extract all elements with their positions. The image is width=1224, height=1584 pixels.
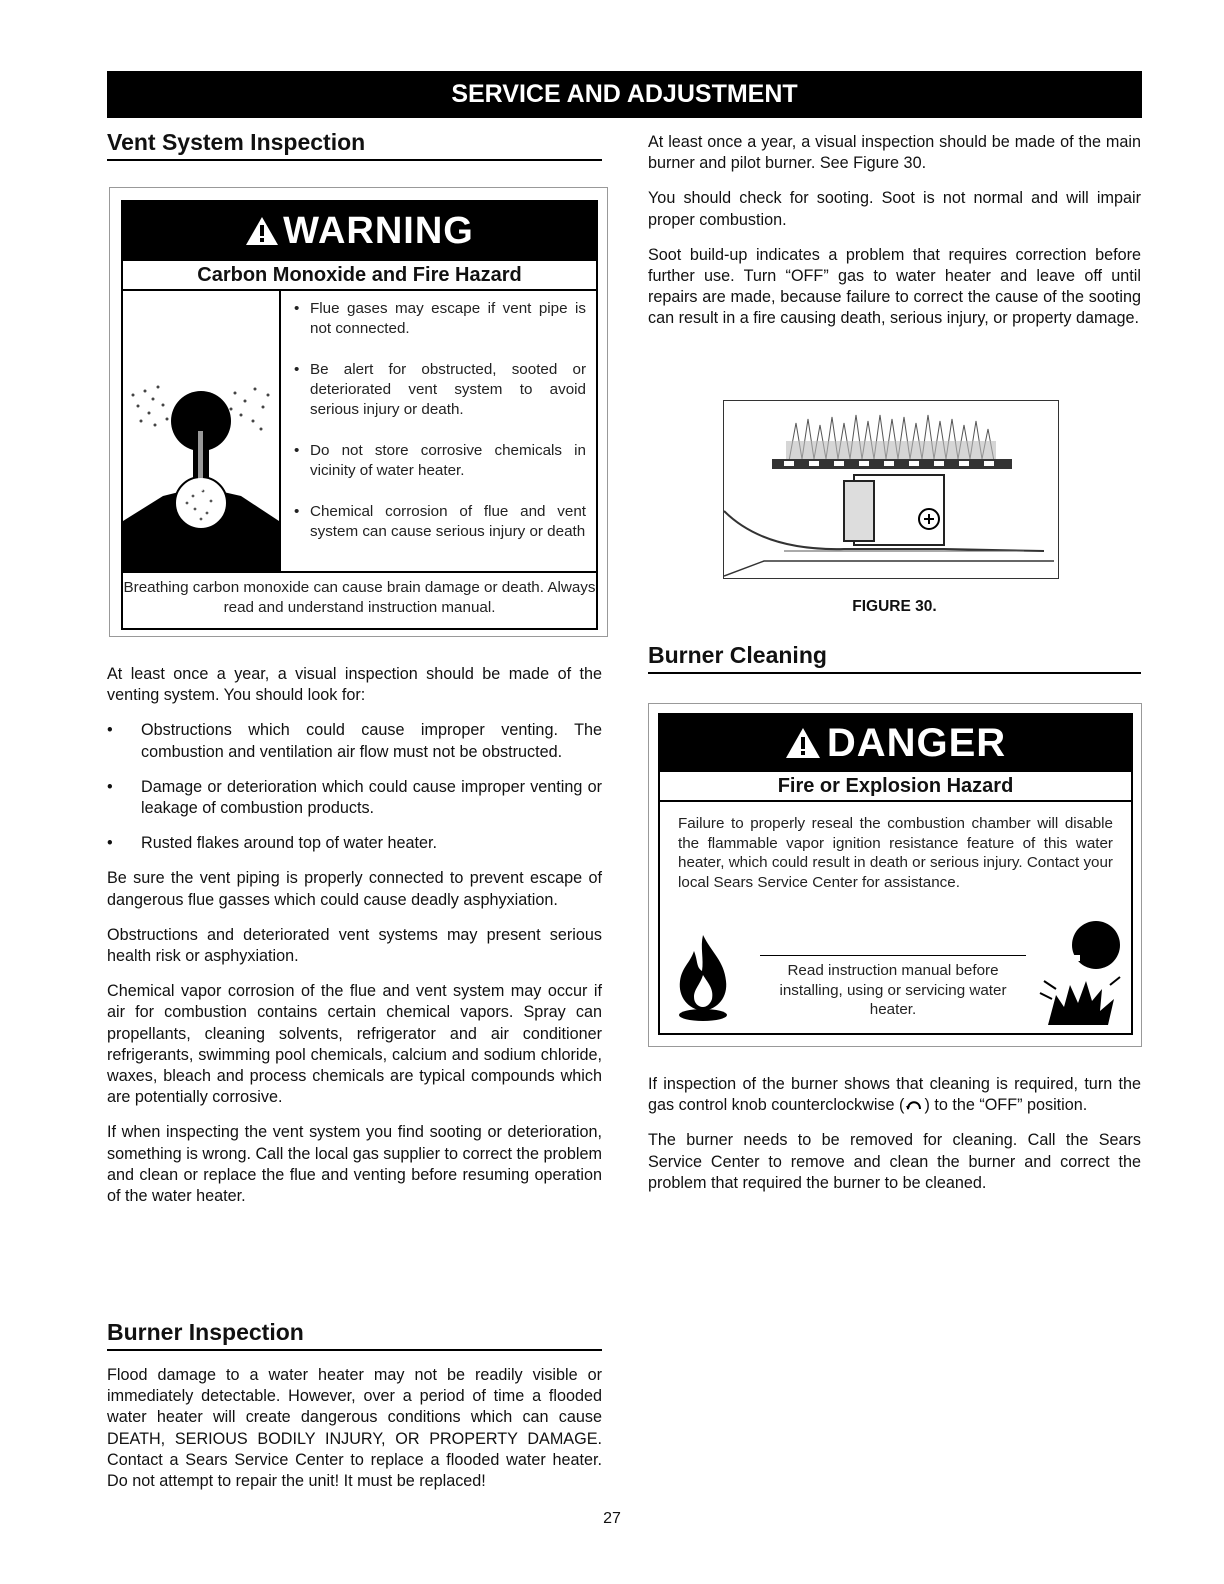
warning-box [121,200,598,630]
carbon-monoxide-person-icon [123,291,281,571]
vent-paragraph: Chemical vapor corrosion of the flue and vent system may occur if air for combustion contains certain chemical vapors. Spray can propellants, cleaning solvents, refrigerator and air conditioner refrigerants, swimming pool chemicals, calcium and sodium chloride, waxes, bleach and process chemicals are typical compounds which are potentially corrosive. [107,982,602,1107]
paragraph-text-start: If inspection of the burner shows that cleaning is required, turn the gas control knob counterclockwise ( [648,1075,1141,1115]
burner-cleaning-paragraph [648,1074,1141,1116]
vent-system-inspection-heading: Vent System Inspection [107,128,602,161]
burner-figure [723,400,1059,579]
vent-paragraph: Obstructions and deteriorated vent systems may present serious health risk or asphyxiation. [107,925,602,966]
vent-bullets [107,720,602,854]
vent-heading-wrap [107,128,602,161]
danger-triangle-icon [785,727,821,759]
danger-header [660,715,1131,772]
explosion-person-icon [1038,915,1123,1027]
burner-cleaning-text [648,1074,1141,1194]
warning-item: • Chemical corrosion of flue and vent system can cause serious injury or death [288,502,586,542]
burner-cleaning-heading: Burner Cleaning [648,641,1141,674]
section-banner: SERVICE AND ADJUSTMENT [107,71,1142,118]
vent-paragraph: If when inspecting the vent system you find sooting or deterioration, something is wrong. Call the local gas supplier to correct the problem and clean or replace the flue and venting before resuming operation of the water heater. [107,1123,602,1206]
warning-item: • Flue gases may escape if vent pipe is not connected. [288,299,586,339]
warning-header [123,202,596,261]
warning-subtitle: Carbon Monoxide and Fire Hazard [123,261,596,291]
danger-text: Failure to properly reseal the combustion chamber will disable the flammable vapor ignition resistance feature of this water heater, which could result in death or serious injury. Contact your local Sears Service Center for assistance. [678,815,1113,891]
right-paragraph: At least once a year, a visual inspection should be made of the main burner and pilot burner. See Figure 30. [648,133,1141,173]
burner-cleaning-heading-wrap [648,641,1141,674]
flame-icon [668,931,738,1023]
paragraph-text-end: ) to the “OFF” position. [924,1096,1088,1115]
danger-note: Read instruction manual before installing, using or servicing water heater. [760,955,1026,1020]
burner-inspection-section [107,1318,602,1492]
danger-subtitle: Fire or Explosion Hazard [660,772,1131,802]
warning-item: • Be alert for obstructed, sooted or deteriorated vent system to avoid serious injury or death. [288,360,586,420]
burner-inspection-heading: Burner Inspection [107,1318,602,1351]
figure-caption: FIGURE 30. [852,598,937,615]
warning-triangle-icon [245,216,279,246]
counterclockwise-arrow-icon [906,1096,922,1110]
warning-item: • Do not store corrosive chemicals in vicinity of water heater. [288,441,586,481]
vent-intro: At least once a year, a visual inspection should be made of the venting system. You should look for: [107,665,602,705]
warning-list [288,299,586,563]
burner-inspection-paragraph: Flood damage to a water heater may not be readily visible or immediately detectable. However, over a period of time a flooded water heater will create dangerous conditions which can cause DEATH, SERIOUS BODILY INJURY, OR PROPERTY DAMAGE. Contact a Sears Service Center to replace a flooded water heater. Do not attempt to repair the unit! It must be replaced! [107,1366,602,1491]
list-item: • Obstructions which could cause improper venting. The combustion and ventilation air flow must not be obstructed. [107,720,602,762]
right-text [648,132,1141,330]
right-paragraph: You should check for sooting. Soot is not normal and will impair proper combustion. [648,189,1141,229]
page-number: 27 [603,1510,621,1527]
warning-title: WARNING [283,210,474,252]
danger-title: DANGER [826,721,1007,765]
danger-box [658,713,1133,1035]
list-item: • Damage or deterioration which could cause improper venting or leakage of combustion products. [107,777,602,819]
warning-body [123,291,596,573]
right-paragraph: Soot build-up indicates a problem that requires correction before further use. Turn “OFF” gas to water heater and leave off until repairs are made, because failure to correct the cause of the sooting can result in a fire causing death, serious injury, or property damage. [648,245,1141,328]
warning-footer: Breathing carbon monoxide can cause brain damage or death. Always read and understand instruction manual. [123,579,596,616]
list-item: • Rusted flakes around top of water heater. [107,833,602,854]
vent-text [107,664,602,1207]
burner-cleaning-paragraph: The burner needs to be removed for cleaning. Call the Sears Service Center to remove and clean the burner and correct the problem that required the burner to be cleaned. [648,1131,1141,1192]
vent-paragraph: Be sure the vent piping is properly connected to prevent escape of dangerous flue gasses which could cause deadly asphyxiation. [107,869,602,909]
